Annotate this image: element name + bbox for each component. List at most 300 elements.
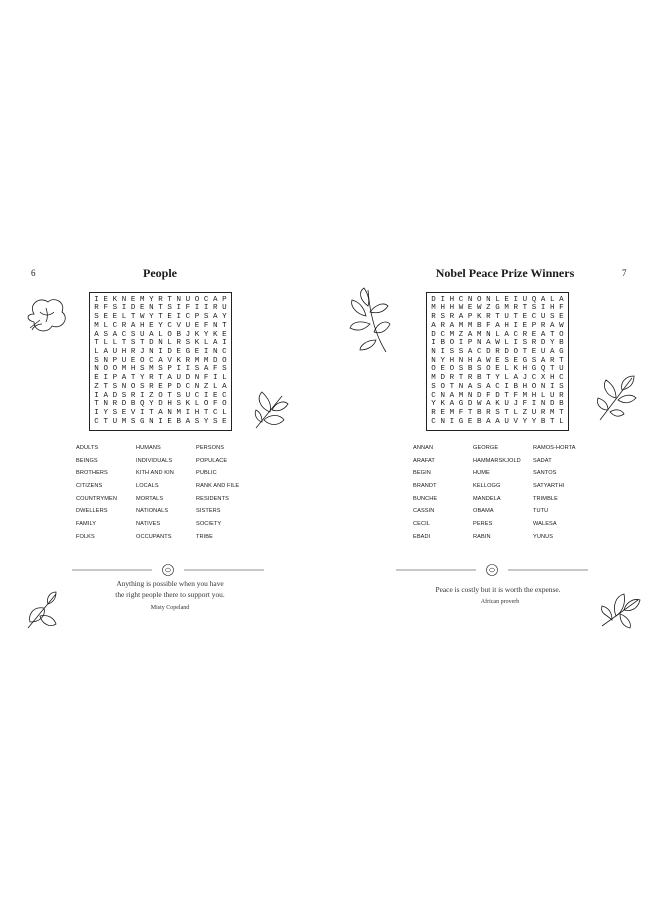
grid-letter[interactable]: U <box>139 330 145 339</box>
grid-letter[interactable]: M <box>139 295 145 304</box>
grid-letter[interactable]: J <box>513 400 519 409</box>
grid-letter[interactable]: A <box>449 321 455 330</box>
grid-letter[interactable]: I <box>203 391 209 400</box>
grid-letter[interactable]: T <box>504 409 509 418</box>
grid-letter[interactable]: E <box>495 365 500 374</box>
grid-letter[interactable]: E <box>158 382 163 391</box>
grid-letter[interactable]: Y <box>158 321 163 330</box>
grid-letter[interactable]: R <box>213 304 218 313</box>
grid-letter[interactable]: Y <box>531 417 537 426</box>
grid-letter[interactable]: O <box>158 391 163 400</box>
grid-letter[interactable]: C <box>213 409 218 418</box>
grid-letter[interactable]: C <box>167 321 172 330</box>
grid-letter[interactable]: A <box>130 321 136 330</box>
grid-letter[interactable]: F <box>486 321 491 330</box>
grid-letter[interactable]: F <box>185 304 191 313</box>
grid-letter[interactable]: C <box>94 417 99 426</box>
grid-letter[interactable]: F <box>203 374 209 383</box>
grid-letter[interactable]: U <box>176 374 182 383</box>
grid-letter[interactable]: Y <box>149 400 154 409</box>
grid-letter[interactable]: N <box>458 382 464 391</box>
grid-letter[interactable]: E <box>121 409 127 418</box>
grid-letter[interactable]: M <box>149 365 154 374</box>
grid-letter[interactable]: M <box>458 321 464 330</box>
grid-letter[interactable]: Y <box>550 339 555 348</box>
grid-letter[interactable]: T <box>103 382 108 391</box>
grid-letter[interactable]: M <box>550 409 555 418</box>
grid-letter[interactable]: H <box>550 374 555 383</box>
grid-letter[interactable]: I <box>121 304 127 313</box>
grid-letter[interactable]: Z <box>203 382 209 391</box>
grid-letter[interactable]: F <box>559 304 564 313</box>
grid-letter[interactable]: E <box>103 313 108 322</box>
grid-letter[interactable]: H <box>504 321 509 330</box>
grid-letter[interactable]: L <box>203 339 209 348</box>
grid-letter[interactable]: Z <box>522 409 528 418</box>
grid-letter[interactable]: N <box>121 295 127 304</box>
grid-letter[interactable]: R <box>149 382 154 391</box>
grid-letter[interactable]: R <box>467 374 473 383</box>
grid-letter[interactable]: R <box>522 330 528 339</box>
grid-letter[interactable]: N <box>431 356 436 365</box>
grid-letter[interactable]: E <box>213 391 218 400</box>
grid-letter[interactable]: C <box>149 356 154 365</box>
grid-letter[interactable]: F <box>486 391 491 400</box>
grid-letter[interactable]: L <box>158 330 163 339</box>
grid-letter[interactable]: E <box>139 304 145 313</box>
grid-letter[interactable]: B <box>176 417 182 426</box>
grid-letter[interactable]: U <box>504 417 509 426</box>
grid-letter[interactable]: B <box>440 339 445 348</box>
grid-letter[interactable]: C <box>203 295 209 304</box>
grid-letter[interactable]: M <box>476 330 482 339</box>
grid-letter[interactable]: J <box>522 374 528 383</box>
grid-letter[interactable]: H <box>522 365 528 374</box>
grid-letter[interactable]: N <box>149 348 154 356</box>
grid-letter[interactable]: I <box>203 304 209 313</box>
grid-letter[interactable]: F <box>513 391 519 400</box>
grid-letter[interactable]: R <box>121 321 127 330</box>
grid-letter[interactable]: L <box>94 348 99 356</box>
grid-letter[interactable]: Y <box>103 409 108 418</box>
grid-letter[interactable]: E <box>176 348 182 356</box>
grid-letter[interactable]: L <box>213 382 218 391</box>
grid-letter[interactable]: M <box>458 391 464 400</box>
grid-letter[interactable]: P <box>112 356 118 365</box>
grid-letter[interactable]: C <box>513 330 519 339</box>
grid-letter[interactable]: I <box>431 339 436 348</box>
grid-letter[interactable]: S <box>559 382 564 391</box>
grid-letter[interactable]: L <box>495 295 500 304</box>
grid-letter[interactable]: T <box>94 339 99 348</box>
grid-letter[interactable]: N <box>540 400 546 409</box>
grid-letter[interactable]: U <box>185 391 191 400</box>
grid-letter[interactable]: C <box>476 348 482 356</box>
grid-letter[interactable]: M <box>431 374 436 383</box>
grid-letter[interactable]: Y <box>149 295 154 304</box>
grid-letter[interactable]: H <box>130 365 136 374</box>
grid-letter[interactable]: B <box>467 365 473 374</box>
grid-letter[interactable]: T <box>222 321 227 330</box>
grid-letter[interactable]: H <box>550 304 555 313</box>
grid-letter[interactable]: F <box>522 400 528 409</box>
grid-letter[interactable]: R <box>130 391 136 400</box>
grid-letter[interactable]: T <box>449 382 455 391</box>
grid-letter[interactable]: F <box>213 400 218 409</box>
grid-letter[interactable]: N <box>167 409 172 418</box>
grid-letter[interactable]: D <box>431 330 436 339</box>
grid-letter[interactable]: A <box>121 374 127 383</box>
grid-letter[interactable]: E <box>467 304 473 313</box>
grid-letter[interactable]: I <box>222 339 227 348</box>
grid-letter[interactable]: C <box>531 313 537 322</box>
grid-letter[interactable]: A <box>467 382 473 391</box>
grid-letter[interactable]: R <box>540 409 546 418</box>
grid-letter[interactable]: S <box>112 409 118 418</box>
grid-letter[interactable]: Z <box>458 330 464 339</box>
grid-letter[interactable]: L <box>167 339 172 348</box>
grid-letter[interactable]: F <box>203 321 209 330</box>
grid-letter[interactable]: S <box>550 313 555 322</box>
grid-letter[interactable]: Y <box>222 313 227 322</box>
grid-letter[interactable]: T <box>158 313 163 322</box>
grid-letter[interactable]: L <box>222 409 227 418</box>
grid-letter[interactable]: D <box>431 295 436 304</box>
grid-letter[interactable]: A <box>94 330 99 339</box>
grid-letter[interactable]: B <box>130 400 136 409</box>
grid-letter[interactable]: S <box>531 356 537 365</box>
grid-letter[interactable]: R <box>130 348 136 356</box>
grid-letter[interactable]: N <box>440 417 445 426</box>
grid-letter[interactable]: S <box>176 391 182 400</box>
grid-letter[interactable]: N <box>194 374 200 383</box>
grid-letter[interactable]: O <box>440 382 445 391</box>
grid-letter[interactable]: T <box>149 409 154 418</box>
grid-letter[interactable]: U <box>222 304 227 313</box>
grid-letter[interactable]: L <box>103 321 108 330</box>
grid-letter[interactable]: E <box>222 417 227 426</box>
grid-letter[interactable]: U <box>540 313 546 322</box>
grid-letter[interactable]: M <box>467 321 473 330</box>
grid-letter[interactable]: B <box>176 330 182 339</box>
grid-letter[interactable]: T <box>495 313 500 322</box>
grid-letter[interactable]: E <box>222 330 227 339</box>
grid-letter[interactable]: H <box>449 304 455 313</box>
grid-letter[interactable]: O <box>130 382 136 391</box>
grid-letter[interactable]: O <box>476 295 482 304</box>
grid-letter[interactable]: M <box>449 330 455 339</box>
grid-letter[interactable]: U <box>504 400 509 409</box>
grid-letter[interactable]: P <box>467 339 473 348</box>
grid-letter[interactable]: U <box>550 391 555 400</box>
grid-letter[interactable]: R <box>540 321 546 330</box>
grid-letter[interactable]: U <box>559 365 564 374</box>
grid-letter[interactable]: G <box>495 304 500 313</box>
grid-letter[interactable]: U <box>504 313 509 322</box>
grid-letter[interactable]: S <box>139 365 145 374</box>
grid-letter[interactable]: N <box>213 348 218 356</box>
grid-letter[interactable]: R <box>94 304 99 313</box>
grid-letter[interactable]: B <box>559 400 564 409</box>
grid-letter[interactable]: O <box>531 382 537 391</box>
grid-letter[interactable]: A <box>213 339 218 348</box>
grid-letter[interactable]: Y <box>149 313 154 322</box>
grid-letter[interactable]: U <box>540 348 546 356</box>
grid-letter[interactable]: B <box>540 417 546 426</box>
grid-letter[interactable]: I <box>103 374 108 383</box>
grid-letter[interactable]: T <box>504 391 509 400</box>
grid-letter[interactable]: S <box>94 356 99 365</box>
grid-letter[interactable]: R <box>149 374 154 383</box>
grid-letter[interactable]: S <box>458 348 464 356</box>
grid-letter[interactable]: Y <box>203 417 209 426</box>
grid-letter[interactable]: L <box>513 409 519 418</box>
grid-letter[interactable]: E <box>167 313 172 322</box>
grid-letter[interactable]: L <box>540 391 546 400</box>
grid-letter[interactable]: T <box>458 374 464 383</box>
grid-letter[interactable]: E <box>112 313 118 322</box>
grid-letter[interactable]: S <box>103 330 108 339</box>
grid-letter[interactable]: I <box>213 374 218 383</box>
grid-letter[interactable]: E <box>531 348 537 356</box>
grid-letter[interactable]: I <box>449 417 455 426</box>
grid-letter[interactable]: A <box>540 295 546 304</box>
grid-letter[interactable]: T <box>559 409 564 418</box>
grid-letter[interactable]: P <box>222 295 227 304</box>
grid-letter[interactable]: T <box>467 409 473 418</box>
grid-letter[interactable]: P <box>531 321 537 330</box>
grid-letter[interactable]: D <box>112 391 118 400</box>
grid-letter[interactable]: I <box>176 313 182 322</box>
grid-letter[interactable]: C <box>431 391 436 400</box>
grid-letter[interactable]: A <box>467 348 473 356</box>
grid-letter[interactable]: S <box>531 304 537 313</box>
grid-letter[interactable]: W <box>139 313 145 322</box>
grid-letter[interactable]: E <box>130 295 136 304</box>
grid-letter[interactable]: P <box>194 313 200 322</box>
grid-letter[interactable]: N <box>476 339 482 348</box>
grid-letter[interactable]: A <box>449 391 455 400</box>
grid-letter[interactable]: C <box>440 330 445 339</box>
grid-letter[interactable]: I <box>440 348 445 356</box>
grid-letter[interactable]: T <box>203 409 209 418</box>
grid-letter[interactable]: A <box>540 356 546 365</box>
grid-letter[interactable]: D <box>185 374 191 383</box>
grid-letter[interactable]: T <box>550 330 555 339</box>
grid-letter[interactable]: D <box>130 304 136 313</box>
grid-letter[interactable]: M <box>121 365 127 374</box>
grid-letter[interactable]: O <box>222 356 227 365</box>
grid-letter[interactable]: L <box>504 339 509 348</box>
grid-letter[interactable]: I <box>94 295 99 304</box>
grid-letter[interactable]: L <box>495 330 500 339</box>
grid-letter[interactable]: M <box>522 391 528 400</box>
grid-letter[interactable]: D <box>467 400 473 409</box>
grid-letter[interactable]: T <box>103 417 108 426</box>
grid-letter[interactable]: A <box>513 374 519 383</box>
grid-letter[interactable]: A <box>167 374 172 383</box>
grid-letter[interactable]: T <box>513 313 519 322</box>
grid-letter[interactable]: A <box>103 348 108 356</box>
grid-letter[interactable]: G <box>458 417 464 426</box>
grid-letter[interactable]: A <box>467 330 473 339</box>
grid-letter[interactable]: E <box>467 417 473 426</box>
grid-letter[interactable]: E <box>149 321 154 330</box>
grid-letter[interactable]: D <box>486 348 491 356</box>
grid-letter[interactable]: W <box>559 321 564 330</box>
grid-letter[interactable]: A <box>158 356 163 365</box>
grid-letter[interactable]: V <box>513 417 519 426</box>
grid-letter[interactable]: T <box>550 365 555 374</box>
grid-letter[interactable]: S <box>194 417 200 426</box>
grid-letter[interactable]: B <box>476 409 482 418</box>
grid-letter[interactable]: O <box>112 365 118 374</box>
grid-letter[interactable]: E <box>522 321 528 330</box>
grid-letter[interactable]: K <box>213 330 218 339</box>
grid-letter[interactable]: A <box>149 330 154 339</box>
grid-letter[interactable]: G <box>185 348 191 356</box>
grid-letter[interactable]: H <box>531 391 537 400</box>
grid-letter[interactable]: D <box>440 374 445 383</box>
grid-letter[interactable]: R <box>176 339 182 348</box>
grid-letter[interactable]: S <box>504 356 509 365</box>
grid-letter[interactable]: A <box>486 382 491 391</box>
grid-letter[interactable]: A <box>540 330 546 339</box>
grid-letter[interactable]: S <box>167 304 172 313</box>
grid-letter[interactable]: O <box>222 400 227 409</box>
grid-letter[interactable]: A <box>476 356 482 365</box>
grid-letter[interactable]: K <box>440 400 445 409</box>
grid-letter[interactable]: J <box>185 330 191 339</box>
grid-letter[interactable]: I <box>94 409 99 418</box>
grid-letter[interactable]: N <box>467 391 473 400</box>
grid-letter[interactable]: Q <box>531 295 537 304</box>
grid-letter[interactable]: E <box>440 409 445 418</box>
grid-letter[interactable]: Y <box>431 400 436 409</box>
grid-letter[interactable]: R <box>486 409 491 418</box>
grid-letter[interactable]: E <box>194 321 200 330</box>
grid-letter[interactable]: A <box>449 400 455 409</box>
grid-letter[interactable]: T <box>94 400 99 409</box>
grid-letter[interactable]: S <box>194 365 200 374</box>
grid-letter[interactable]: H <box>467 356 473 365</box>
grid-letter[interactable]: N <box>540 382 546 391</box>
grid-letter[interactable]: A <box>158 409 163 418</box>
grid-letter[interactable]: N <box>158 339 163 348</box>
grid-letter[interactable]: H <box>522 382 528 391</box>
grid-letter[interactable]: S <box>222 365 227 374</box>
grid-letter[interactable]: E <box>559 313 564 322</box>
grid-letter[interactable]: I <box>540 304 546 313</box>
grid-letter[interactable]: P <box>167 382 172 391</box>
grid-letter[interactable]: L <box>504 365 509 374</box>
grid-letter[interactable]: S <box>522 339 528 348</box>
grid-letter[interactable]: N <box>94 365 99 374</box>
grid-letter[interactable]: S <box>176 400 182 409</box>
grid-letter[interactable]: M <box>449 409 455 418</box>
grid-letter[interactable]: I <box>158 417 163 426</box>
grid-letter[interactable]: S <box>112 382 118 391</box>
grid-letter[interactable]: V <box>167 356 172 365</box>
grid-letter[interactable]: L <box>504 374 509 383</box>
grid-letter[interactable]: N <box>440 391 445 400</box>
grid-letter[interactable]: N <box>103 356 108 365</box>
grid-letter[interactable]: U <box>121 356 127 365</box>
grid-letter[interactable]: D <box>121 400 127 409</box>
grid-letter[interactable]: S <box>130 330 136 339</box>
grid-letter[interactable]: D <box>495 391 500 400</box>
grid-letter[interactable]: L <box>103 339 108 348</box>
grid-letter[interactable]: Z <box>149 391 154 400</box>
grid-letter[interactable]: S <box>158 365 163 374</box>
grid-letter[interactable]: I <box>194 304 200 313</box>
grid-letter[interactable]: K <box>495 400 500 409</box>
grid-letter[interactable]: R <box>550 356 555 365</box>
grid-letter[interactable]: N <box>176 295 182 304</box>
grid-letter[interactable]: A <box>431 321 436 330</box>
grid-letter[interactable]: S <box>440 313 445 322</box>
grid-letter[interactable]: A <box>213 313 218 322</box>
grid-letter[interactable]: H <box>194 409 200 418</box>
grid-letter[interactable]: E <box>103 295 108 304</box>
grid-letter[interactable]: R <box>486 313 491 322</box>
grid-letter[interactable]: D <box>176 382 182 391</box>
grid-letter[interactable]: A <box>504 330 509 339</box>
grid-letter[interactable]: A <box>486 400 491 409</box>
grid-letter[interactable]: O <box>513 348 519 356</box>
grid-letter[interactable]: D <box>504 348 509 356</box>
grid-letter[interactable]: C <box>531 374 537 383</box>
grid-letter[interactable]: T <box>522 348 528 356</box>
grid-letter[interactable]: T <box>158 374 163 383</box>
grid-letter[interactable]: E <box>504 295 509 304</box>
grid-letter[interactable]: G <box>139 417 145 426</box>
grid-letter[interactable]: I <box>139 409 145 418</box>
grid-letter[interactable]: N <box>149 304 154 313</box>
grid-letter[interactable]: L <box>194 400 200 409</box>
grid-letter[interactable]: A <box>495 417 500 426</box>
grid-letter[interactable]: L <box>222 374 227 383</box>
grid-letter[interactable]: D <box>149 339 154 348</box>
grid-letter[interactable]: R <box>112 400 118 409</box>
grid-letter[interactable]: F <box>103 304 108 313</box>
grid-letter[interactable]: A <box>550 348 555 356</box>
grid-letter[interactable]: D <box>476 391 482 400</box>
grid-letter[interactable]: B <box>513 382 519 391</box>
grid-letter[interactable]: N <box>194 382 200 391</box>
grid-letter[interactable]: K <box>112 295 118 304</box>
grid-letter[interactable]: X <box>540 374 546 383</box>
grid-letter[interactable]: T <box>130 313 136 322</box>
grid-letter[interactable]: O <box>559 330 564 339</box>
grid-letter[interactable]: F <box>458 409 464 418</box>
grid-letter[interactable]: U <box>531 409 537 418</box>
grid-letter[interactable]: S <box>495 409 500 418</box>
grid-letter[interactable]: Z <box>486 304 491 313</box>
grid-letter[interactable]: R <box>431 409 436 418</box>
grid-letter[interactable]: T <box>486 374 491 383</box>
grid-letter[interactable]: W <box>458 304 464 313</box>
grid-letter[interactable]: S <box>130 339 136 348</box>
grid-letter[interactable]: T <box>550 417 555 426</box>
grid-letter[interactable]: Y <box>495 374 500 383</box>
grid-letter[interactable]: N <box>213 321 218 330</box>
grid-letter[interactable]: O <box>449 365 455 374</box>
grid-letter[interactable]: A <box>559 295 564 304</box>
grid-letter[interactable]: A <box>112 330 118 339</box>
grid-letter[interactable]: R <box>531 339 537 348</box>
grid-letter[interactable]: G <box>559 348 564 356</box>
